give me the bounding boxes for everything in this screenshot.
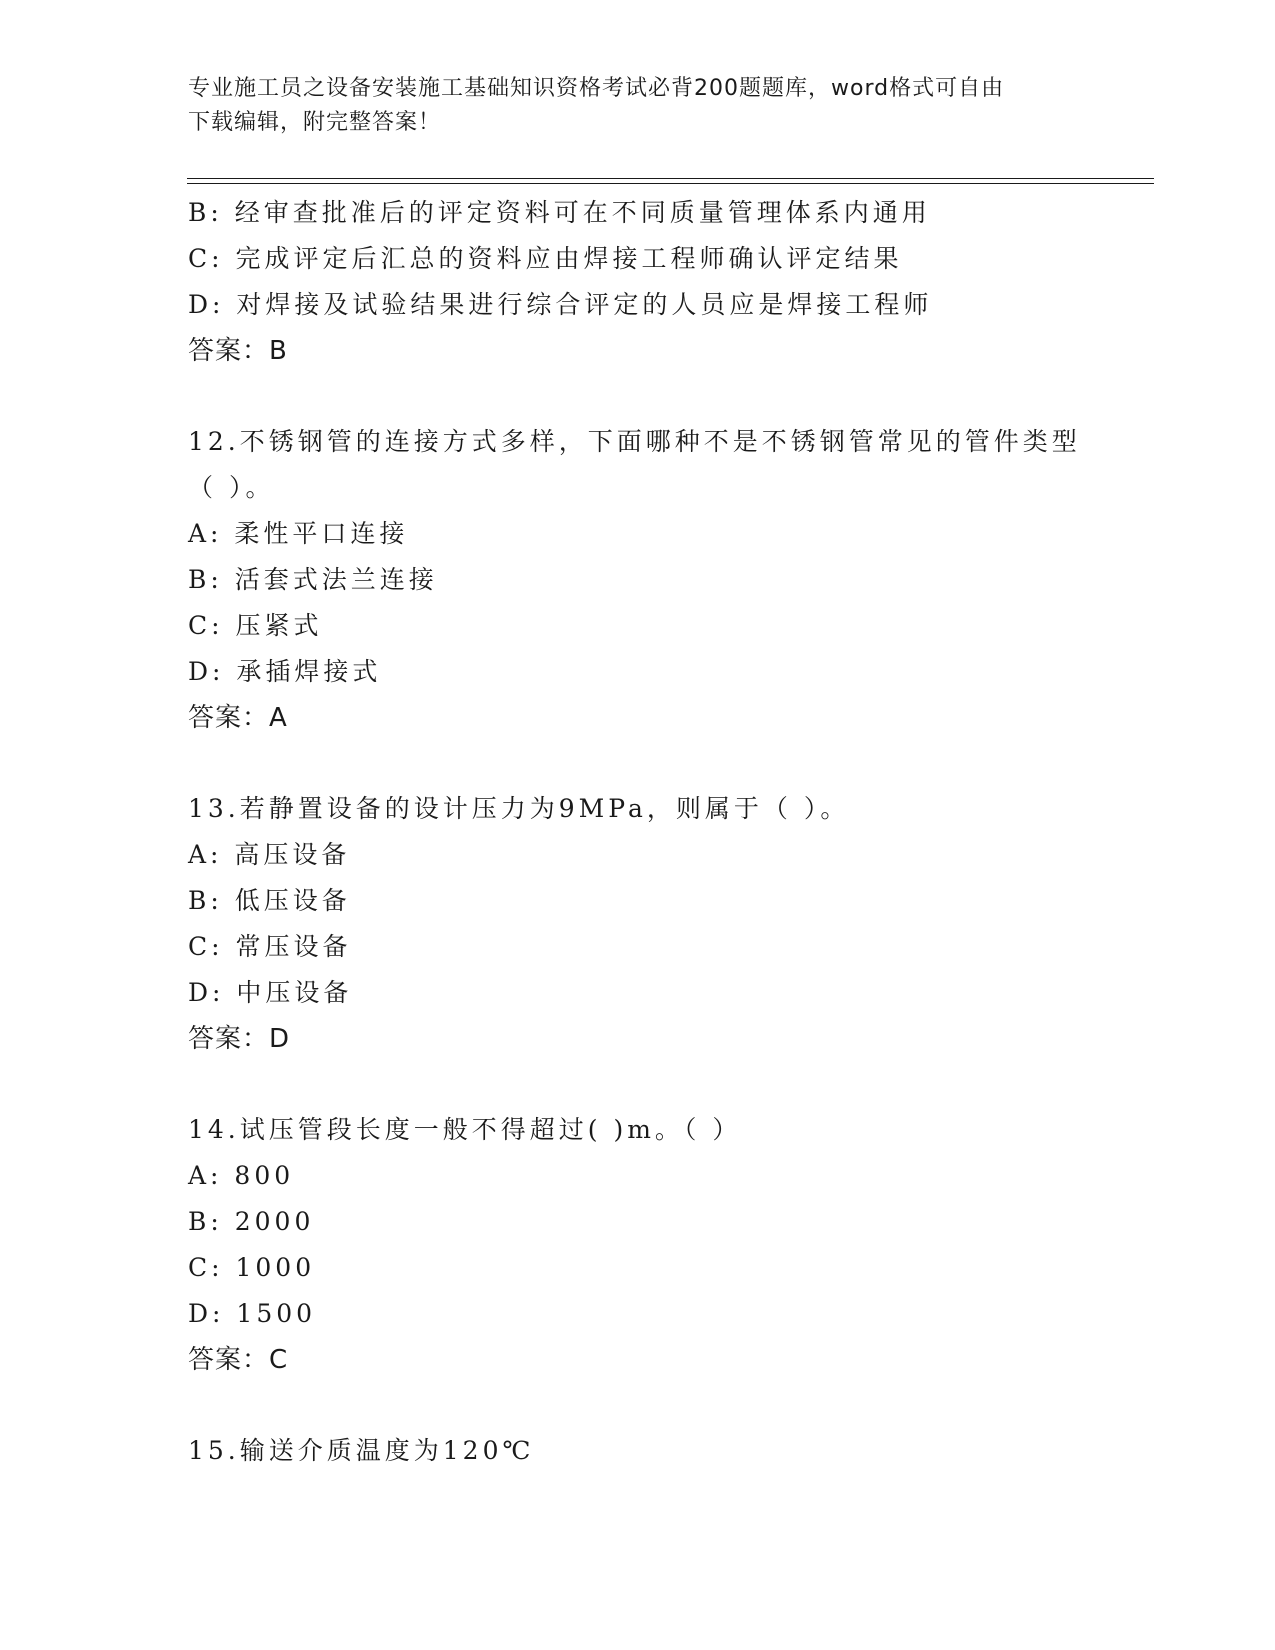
question-gap — [188, 1062, 1088, 1107]
question-gap — [188, 374, 1088, 419]
option-b: B: 2000 — [188, 1207, 315, 1236]
question-stem: 14.试压管段长度一般不得超过( )m。（ ） — [188, 1115, 742, 1144]
question-14 — [188, 1107, 1088, 1383]
header-divider-top — [187, 178, 1154, 179]
option-c: C: 压紧式 — [188, 611, 323, 640]
header-line-2: 下载编辑，附完整答案！ — [188, 110, 442, 135]
option-d: D: 对焊接及试验结果进行综合评定的人员应是焊接工程师 — [188, 290, 933, 319]
question-gap — [188, 741, 1088, 786]
option-a: A: 柔性平口连接 — [188, 519, 409, 548]
option-b: B: 经审查批准后的评定资料可在不同质量管理体系内通用 — [188, 198, 931, 227]
question-gap — [188, 1383, 1088, 1428]
option-b: B: 活套式法兰连接 — [188, 565, 438, 594]
option-a: A: 800 — [188, 1161, 295, 1190]
option-d: D: 承插焊接式 — [188, 657, 382, 686]
question-15 — [188, 1428, 1088, 1474]
header-divider-bottom — [187, 183, 1154, 184]
question-13 — [188, 786, 1088, 1062]
question-stem: 12.不锈钢管的连接方式多样，下面哪种不是不锈钢管常见的管件类型 — [188, 427, 1081, 456]
question-list — [188, 190, 1088, 1474]
option-c: C: 常压设备 — [188, 932, 352, 961]
option-d: D: 中压设备 — [188, 978, 353, 1007]
question-12 — [188, 419, 1088, 741]
answer-line: 答案：D — [188, 1024, 291, 1054]
question-stem-continued: （ ）。 — [188, 473, 275, 502]
answer-line: 答案：C — [188, 1345, 289, 1375]
document-header — [188, 72, 1088, 140]
question-stem: 15.输送介质温度为120℃ — [188, 1436, 535, 1465]
answer-line: 答案：B — [188, 336, 288, 366]
question-11-tail — [188, 190, 1088, 374]
option-d: D: 1500 — [188, 1299, 317, 1328]
question-stem: 13.若静置设备的设计压力为9MPa，则属于（ ）。 — [188, 794, 850, 823]
option-a: A: 高压设备 — [188, 840, 351, 869]
option-c: C: 1000 — [188, 1253, 316, 1282]
header-line-1: 专业施工员之设备安装施工基础知识资格考试必背200题题库，word格式可自由 — [188, 76, 1005, 101]
option-c: C: 完成评定后汇总的资料应由焊接工程师确认评定结果 — [188, 244, 903, 273]
answer-line: 答案：A — [188, 703, 288, 733]
option-b: B: 低压设备 — [188, 886, 351, 915]
